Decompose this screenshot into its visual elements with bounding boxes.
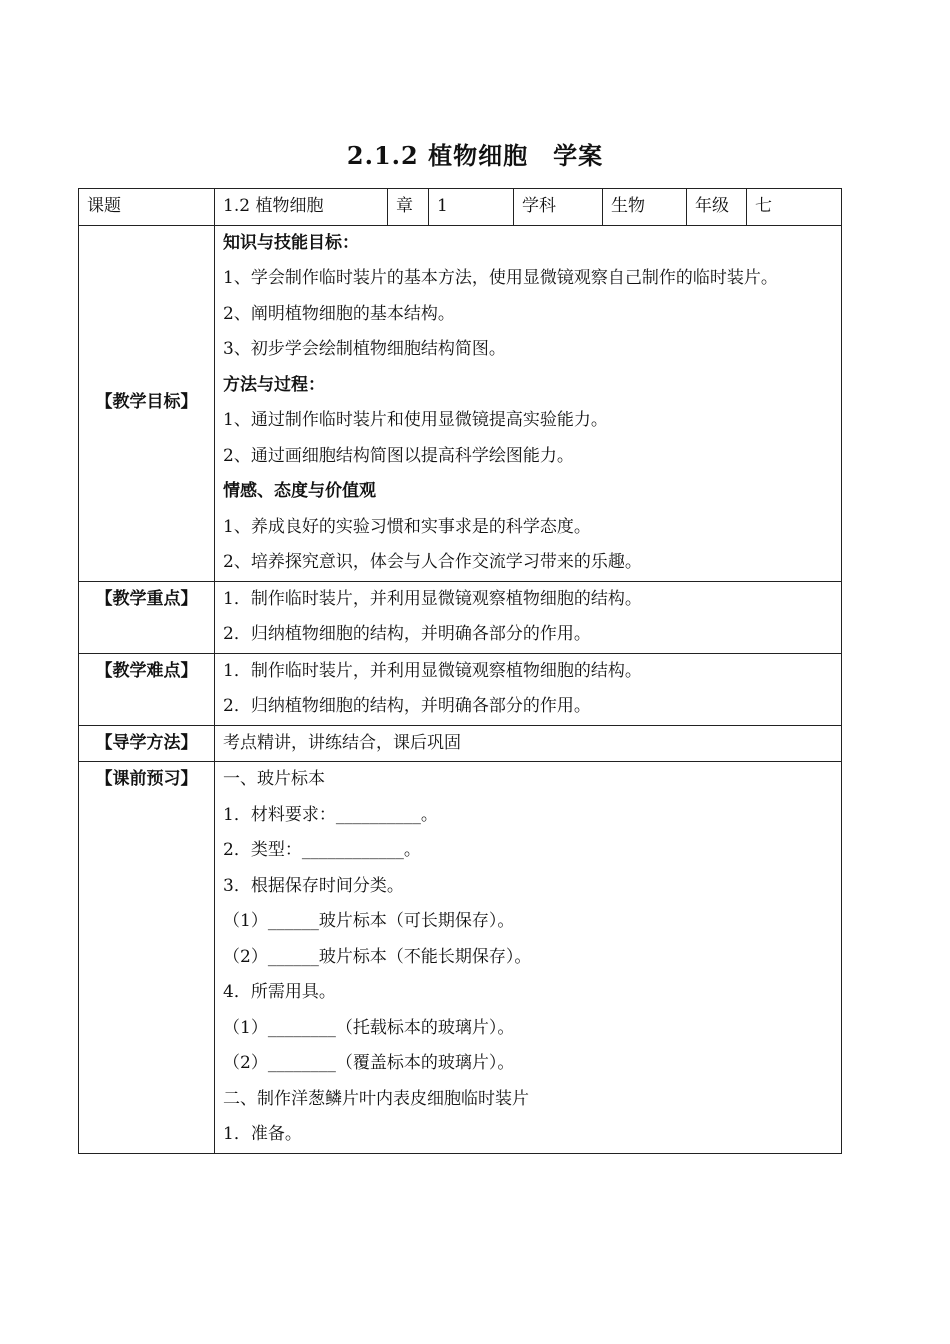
key-points-content	[215, 581, 842, 653]
method-item: 2、通过画细胞结构简图以提高科学绘图能力。	[223, 445, 574, 466]
knowledge-item: 2、阐明植物细胞的基本结构。	[223, 303, 455, 324]
preview-line: 2．类型：____________。	[223, 840, 421, 860]
key-point-item: 1．制作临时装片，并利用显微镜观察植物细胞的结构。	[223, 588, 642, 609]
chapter-label: 章	[388, 189, 429, 226]
key-points-label: 【教学重点】	[79, 581, 215, 653]
preview-line: 二、制作洋葱鳞片叶内表皮细胞临时装片	[223, 1088, 529, 1109]
method-text: 考点精讲，讲练结合，课后巩固	[223, 732, 461, 753]
preview-line: 1．材料要求：__________。	[223, 804, 438, 825]
difficulty-item: 1．制作临时装片，并利用显微镜观察植物细胞的结构。	[223, 660, 642, 681]
difficulties-row	[79, 653, 842, 725]
chapter-value: 1	[429, 189, 514, 226]
preview-line: （1）________（托载标本的玻璃片）。	[223, 1017, 515, 1038]
preview-line: （1）______玻片标本（可长期保存）。	[223, 911, 515, 931]
difficulties-content	[215, 653, 842, 725]
preview-line: 4．所需用具。	[223, 982, 336, 1002]
preview-line: 3．根据保存时间分类。	[223, 875, 404, 896]
page-title: 2.1.2 植物细胞 学案	[346, 141, 604, 170]
key-points-row	[79, 581, 842, 653]
method-item: 1、通过制作临时装片和使用显微镜提高实验能力。	[223, 410, 608, 430]
emotion-item: 2、培养探究意识，体会与人合作交流学习带来的乐趣。	[223, 552, 642, 572]
objectives-row	[79, 225, 842, 581]
subject-label: 学科	[514, 189, 603, 226]
method-label: 【导学方法】	[79, 725, 215, 762]
subject-value: 生物	[603, 189, 687, 226]
preview-line: 1．准备。	[223, 1124, 302, 1144]
method-row	[79, 725, 842, 762]
topic-value: 1.2 植物细胞	[215, 189, 388, 226]
preview-content	[215, 762, 842, 1154]
lesson-plan-table	[78, 188, 842, 1154]
knowledge-item: 1、学会制作临时装片的基本方法，使用显微镜观察自己制作的临时装片。	[223, 268, 778, 288]
objectives-content	[215, 225, 842, 581]
grade-value: 七	[747, 189, 842, 226]
topic-label: 课题	[79, 189, 215, 226]
knowledge-item: 3、初步学会绘制植物细胞结构简图。	[223, 339, 506, 359]
difficulties-label: 【教学难点】	[79, 653, 215, 725]
preview-line: （2）________（覆盖标本的玻璃片）。	[223, 1053, 515, 1073]
method-heading: 方法与过程：	[223, 374, 325, 395]
grade-label: 年级	[687, 189, 747, 226]
preview-row	[79, 762, 842, 1154]
knowledge-heading: 知识与技能目标：	[223, 232, 359, 253]
objectives-label: 【教学目标】	[79, 225, 215, 581]
header-row	[79, 189, 842, 226]
emotion-item: 1、养成良好的实验习惯和实事求是的科学态度。	[223, 516, 591, 537]
method-content	[215, 725, 842, 762]
emotion-heading: 情感、态度与价值观	[223, 481, 376, 501]
preview-line: （2）______玻片标本（不能长期保存）。	[223, 946, 532, 967]
difficulty-item: 2．归纳植物细胞的结构，并明确各部分的作用。	[223, 696, 591, 716]
key-point-item: 2．归纳植物细胞的结构，并明确各部分的作用。	[223, 624, 591, 644]
preview-label: 【课前预习】	[79, 762, 215, 1154]
preview-line: 一、玻片标本	[223, 769, 325, 789]
